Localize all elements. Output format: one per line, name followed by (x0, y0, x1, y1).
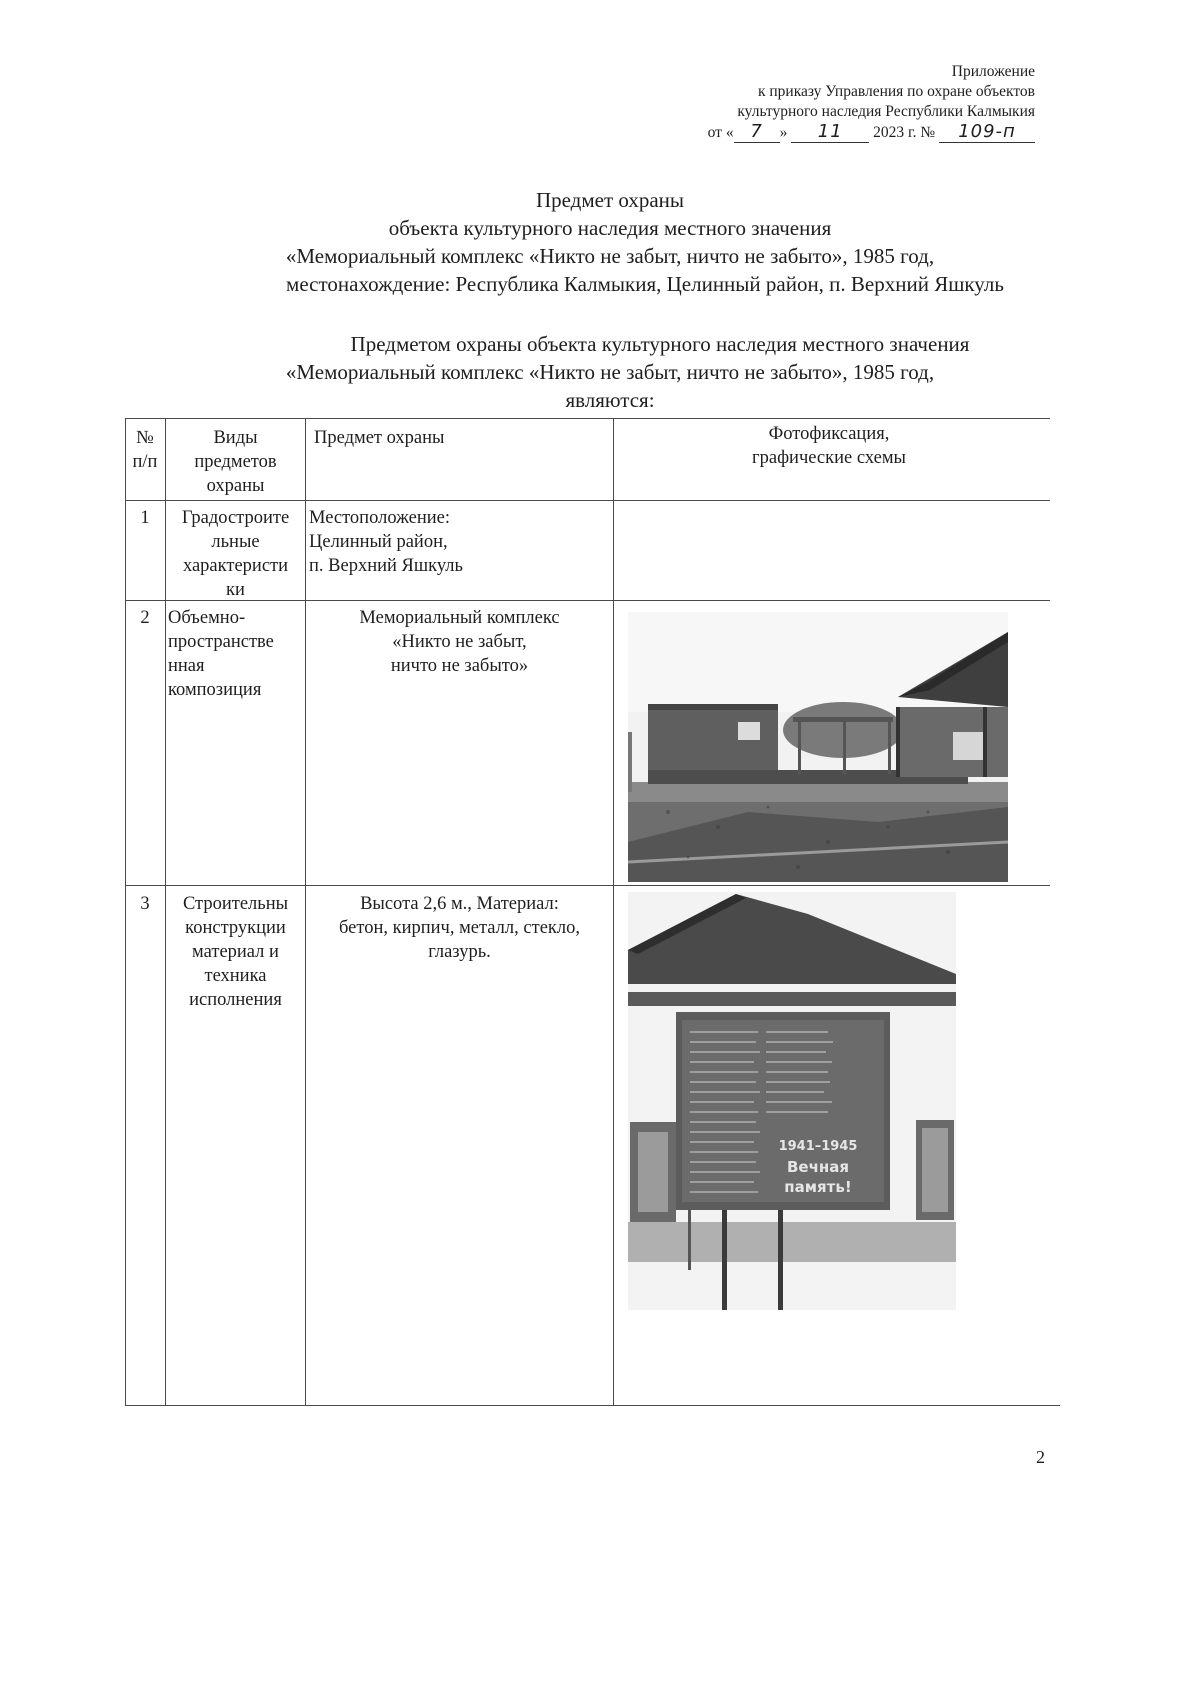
row-3-type: Строительны конструкции материал и техника исполнения (182, 894, 289, 1010)
intro-line-3: являются: (565, 388, 655, 412)
row-2-subject: Мемориальный комплекс «Никто не забыт, ничто не забыто» (359, 608, 560, 676)
row-1-type: Градостроите льные характеристи ки (181, 508, 290, 600)
board-banner-years: 1941–1945 (778, 1139, 858, 1154)
order-month: 11 (791, 122, 869, 143)
table-header-divider (125, 500, 1050, 501)
table-col-divider-1 (165, 418, 166, 1406)
memorial-board-photo (628, 892, 956, 1310)
title-line-4: местонахождение: Республика Калмыкия, Целинный район, п. Верхний Яшкуль (286, 272, 1004, 296)
intro-line-1: Предметом охраны объекта культурного наследия местного значения (350, 332, 970, 356)
document-title (100, 186, 1120, 298)
order-number: 109-п (939, 122, 1035, 143)
row-2-num: 2 (140, 608, 150, 628)
row-1-subject: Местоположение: Целинный район, п. Верхний Яшкуль (309, 508, 463, 576)
intro-line-2: «Мемориальный комплекс «Никто не забыт, ничто не забыто», 1985 год, (285, 360, 935, 384)
intro-paragraph (120, 330, 1100, 414)
memorial-complex-photo-svg (628, 612, 1008, 882)
row-1-num: 1 (140, 508, 150, 528)
row-2-type: Объемно- пространстве нная композиция (168, 608, 274, 700)
row-3-num: 3 (140, 894, 150, 914)
header-subject: Предмет охраны (314, 428, 445, 448)
memorial-board-photo-svg (628, 892, 956, 1310)
order-day: 7 (734, 122, 780, 143)
appendix-authority-line: культурного наследия Республики Калмыкия (737, 103, 1035, 120)
appendix-date-line: от « 7 » 11 2023 г. № 109-п (615, 122, 1035, 143)
table-border-bottom (125, 1405, 1060, 1406)
header-type: Виды предметов охраны (194, 428, 277, 496)
header-photo: Фотофиксация, графические схемы (752, 424, 906, 468)
table-row-divider-2 (125, 885, 1050, 886)
page-number: 2 (1036, 1447, 1045, 1467)
header-num: № п/п (132, 428, 158, 472)
order-year: 2023 г. № (873, 124, 936, 141)
title-line-2: объекта культурного наследия местного значения (388, 216, 832, 240)
board-banner-line-2: память! (784, 1178, 852, 1196)
title-line-1: Предмет охраны (535, 188, 685, 212)
title-line-3: «Мемориальный комплекс «Никто не забыт, ничто не забыто», 1985 год, (285, 244, 935, 268)
appendix-order-line: к приказу Управления по охране объектов (757, 83, 1035, 100)
board-banner-line-1: Вечная (786, 1158, 850, 1176)
row-3-subject: Высота 2,6 м., Материал: бетон, кирпич, металл, стекло, глазурь. (338, 894, 581, 962)
memorial-complex-photo (628, 612, 1008, 882)
appendix-header (615, 62, 1035, 143)
appendix-label: Приложение (951, 63, 1035, 80)
table-border-top (125, 418, 1050, 419)
table-col-divider-3 (613, 418, 614, 1406)
